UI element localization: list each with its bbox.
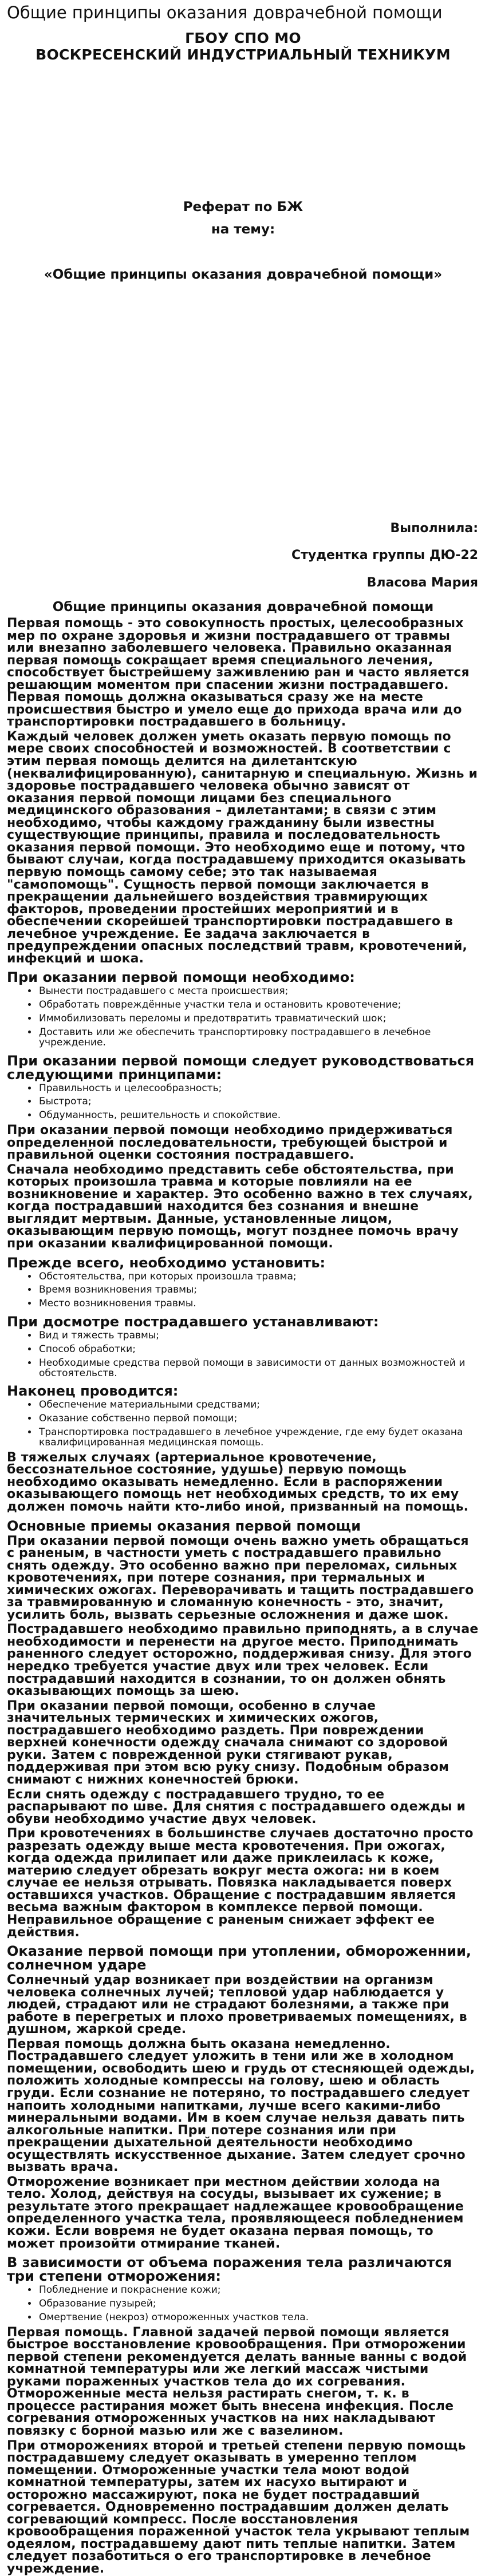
paragraph: Отморожение возникает при местном действии холода на тело. Холод, действуя на сосуды, вызывает их сужение; в результате этого прекращает надлежащее кровообращение определенного участка тела, проявляющееся побледнением кожи. Если вовремя не будет оказана первая помощь, то может произойти отмирание тканей. xyxy=(7,2174,464,2251)
subheading: Наконец проводится: xyxy=(7,1383,179,1400)
list-item: • Вид и тяжесть травмы; xyxy=(38,1331,479,1341)
list-item: • Омертвение (некроз) отмороженных участков тела. xyxy=(38,2313,479,2323)
list-item: • Оказание собственно первой помощи; xyxy=(38,1414,479,1424)
list-item: • Обеспечение материальными средствами; xyxy=(38,1400,479,1410)
paragraph: Пострадавшего необходимо правильно приподнять, а в случае необходимости и перенести на другое место. Приподнимать раненного следует осторожно, поддерживая снизу. Для этого нередко требуется участие двух или трех человек. Если пострадавший находится в сознании, то он должен обнять оказывающих помощь за шею. xyxy=(7,1622,479,1699)
blank-space xyxy=(7,241,479,264)
list-item: • Иммобилизовать переломы и предотвратить травматический шок; xyxy=(38,1014,479,1024)
list-item: • Обдуманность, решительность и спокойствие. xyxy=(38,1111,479,1121)
list-item: • Быстрота; xyxy=(38,1097,479,1107)
list-item: • Время возникновения травмы; xyxy=(38,1285,479,1295)
section-title: Общие принципы оказания доврачебной помощи xyxy=(52,600,434,615)
paragraph: Сначала необходимо представить себе обстоятельства, при которых произошла травма и которые повлияли на ее возникновение и характер. Это особенно важно в тех случаях, когда пострадавший находится без сознания и внешне выглядит мертвым. Данные, установленные лицом, оказывающим первую помощь, могут позднее помочь врачу при оказании квалифицированной помощи. xyxy=(7,1162,473,1251)
blank-space xyxy=(7,64,479,196)
paragraph: Первая помощь должна быть оказана немедленно. Пострадавшего следует уложить в тени или же в холодном помещении, освободить шею и грудь от стесняющей одежды, положить холодные компрессы на голову, шею и область груди. Если сознание не потеряно, то пострадавшего следует напоить холодными напитками, лучше всего какими-либо минеральными водами. Им в коем случае нельзя давать пить алкогольные напитки. При потере сознания или при прекращении дыхательной деятельности необходимо осуществлять искусственное дыхание. Затем следует срочно вызвать врача. xyxy=(7,2036,475,2175)
paragraph: Первая помощь. Главной задачей первой помощи является быстрое восстановление кровообращения. При отморожении первой степени рекомендуется делать ванные ванны с водой комнатной температуры или же легкий массаж чистыми руками пораженных участков тела до их согревания. Отмороженные места нельзя растирать снегом, т. к. в процессе растирания может быть внесена инфекция. После согревания отмороженных участков на них накладывают повязку с борной мазью или же с вазелином. xyxy=(7,2325,467,2438)
list-item: • Побледнение и покраснение кожи; xyxy=(38,2285,479,2296)
paragraph: Солнечный удар возникает при воздействии на организм человека солнечных лучей; тепловой удар наблюдается у людей, страдают или не страдают болезнями, а также при работе в перегретых и плохо проветриваемых помещениях, в душном, жаркой среде. xyxy=(7,1973,467,2037)
subheading: Прежде всего, необходимо установить: xyxy=(7,1254,326,1271)
paragraph: Каждый человек должен уметь оказать первую помощь по мере своих способностей и возможностей. В соответствии с этим первая помощь делится на дилетантскую (неквалифицированную), санитарную и специальную. Жизнь и здоровье пострадавшего человека обычно зависят от оказания первой помощи лицами без специального медицинского образования – дилетантами; в связи с этим необходимо, чтобы каждому гражданину были известны существующие принципы, правила и последовательность оказания первой помощи. Это необходимо еще и потому, что бывают случаи, когда пострадавшему приходится оказывать первую помощь самому себе; это так называемая "самопомощь". Сущность первой помощи заключается в прекращении дальнейшего воздействия травмирующих факторов, проведении простейших мероприятий и в обеспечении скорейшей транспортировки пострадавшего в лечебное учреждение. Ее задача заключается в предупреждении опасных последствий травм, кровотечений, инфекций и шока. xyxy=(7,729,478,966)
bullet-list xyxy=(7,986,479,1048)
student-name: Власова Мария xyxy=(366,575,478,590)
paragraph: Если снять одежду с пострадавшего трудно, то ее распарывают по шве. Для снятия с пострадавшего одежды и обуви необходимо участие двух человек. xyxy=(7,1787,466,1826)
paragraph: При отморожениях второй и третьей степени первую помощь пострадавшему следует оказывать в умеренно теплом помещении. Отмороженные участки тела моют водой комнатной температуры, затем их насухо вытирают и осторожно массажируют, пока не будет пострадавший согревается. Одновременно пострадавшим должен делать согревающий компресс. После восстановления кровообращения пораженной участок тела укрывают теплым одеялом, пострадавшему дают пить теплые напитки. Затем следует позаботиться о его транспортировке в лечебное учреждение. xyxy=(7,2438,470,2576)
list-item: • Правильность и целесообразность; xyxy=(38,1084,479,1094)
subheading: В зависимости от объема поражения тела различаются три степени отморожения: xyxy=(7,2254,452,2285)
report-line-1: Реферат по БЖ xyxy=(183,199,303,215)
paragraph: При оказании первой помощи очень важно уметь обращаться с раненым, в частности уметь с пострадавшего правильно снять одежду. Это особенно важно при переломах, сильных кровотечениях, при потере сознания, при термальных и химических ожогах. Переворачивать и тащить пострадавшего за травмированную и сломанную конечность - это, значит, усилить боль, вызвать серьезные осложнения и даже шок. xyxy=(7,1533,474,1622)
organization-line-1: ГБОУ СПО МО xyxy=(185,30,301,47)
list-item: • Способ обработки; xyxy=(38,1345,479,1355)
blank-space xyxy=(7,286,479,515)
paragraph: При кровотечениях в большинстве случаев достаточно просто разрезать одежду выше места кровотечения. При ожогах, когда одежда прилипает или даже приклеилась к коже, материю следует обрезать вокруг места ожога: ни в коем случае ее нельзя отрывать. Повязка накладывается поверх оставшихся участков. Обращение с пострадавшим является весьма важным фактором в комплексе первой помощи. Неправильное обращение с раненым снижает эффект ее действия. xyxy=(7,1826,474,1940)
report-line-2: на тему: xyxy=(211,221,275,237)
bullet-list xyxy=(7,1084,479,1121)
subheading: Основные приемы оказания первой помощи xyxy=(7,1517,361,1534)
list-item: • Обстоятельства, при которых произошла травма; xyxy=(38,1272,479,1282)
list-item: • Обработать повреждённые участки тела и остановить кровотечение; xyxy=(38,1000,479,1010)
document-title: Общие принципы оказания доврачебной помощи xyxy=(7,3,443,22)
paragraph: В тяжелых случаях (артериальное кровотечение, бессознательное состояние, удушье) первую помощь необходимо оказывать немедленно. Если в распоряжении оказывающего помощь нет необходимых средств, то их ему должен помочь найти кто-либо иной, призванный на помощь. xyxy=(7,1450,469,1515)
report-topic: «Общие принципы оказания доврачебной помощи» xyxy=(44,267,443,283)
paragraph: При оказании первой помощи необходимо придерживаться определенной последовательности, требующей быстрой и правильной оценки состояния пострадавшего. xyxy=(7,1123,453,1163)
list-item: • Доставить или же обеспечить транспортировку пострадавшего в лечебное учреждение. xyxy=(38,1028,479,1048)
subheading: При оказании первой помощи необходимо: xyxy=(7,969,355,986)
list-item: • Место возникновения травмы. xyxy=(38,1299,479,1309)
organization-line-2: ВОСКРЕСЕНСКИЙ ИНДУСТРИАЛЬНЫЙ ТЕХНИКУМ xyxy=(36,46,451,64)
paragraph: При оказании первой помощи, особенно в случае значительных термических и химических ожогов, пострадавшего необходимо раздеть. При повреждении верхней конечности одежду сначала снимают со здоровой руки. Затем с поврежденной руки стягивают рукав, поддерживая при этом всю руку снизу. Подобным образом снимают с нижних конечностей брюки. xyxy=(7,1698,449,1787)
bullet-list xyxy=(7,1272,479,1310)
paragraph: Первая помощь - это совокупность простых, целесообразных мер по охране здоровья и жизни пострадавшего от травмы или внезапно заболевшего человека. Правильно оказанная первая помощь сокращает время специального лечения, способствует быстрейшему заживлению ран и часто является решающим моментом при спасении жизни пострадавшего. Первая помощь должна оказываться сразу же на месте происшествия быстро и умело еще до прихода врача или до транспортировки пострадавшего в больницу. xyxy=(7,616,470,730)
list-item: • Образование пузырей; xyxy=(38,2299,479,2309)
bullet-list xyxy=(7,1331,479,1378)
list-item: • Транспортировка пострадавшего в лечебное учреждение, где ему будет оказана квалифицированная медицинская помощь. xyxy=(38,1428,479,1448)
subheading: При досмотре пострадавшего устанавливают: xyxy=(7,1314,379,1330)
performed-by-label: Выполнила: xyxy=(390,521,478,536)
bullet-list xyxy=(7,2285,479,2323)
student-group: Студентка группы ДЮ-22 xyxy=(291,548,478,563)
bullet-list xyxy=(7,1400,479,1448)
subheading: Оказание первой помощи при утоплении, обмороженнии, солнечном ударе xyxy=(7,1943,472,1973)
list-item: • Вынести пострадавшего с места происшествия; xyxy=(38,986,479,997)
list-item: • Необходимые средства первой помощи в зависимости от данных возможностей и обстоятельств. xyxy=(38,1358,479,1379)
subheading: При оказании первой помощи следует руководствоваться следующими принципами: xyxy=(7,1052,475,1083)
